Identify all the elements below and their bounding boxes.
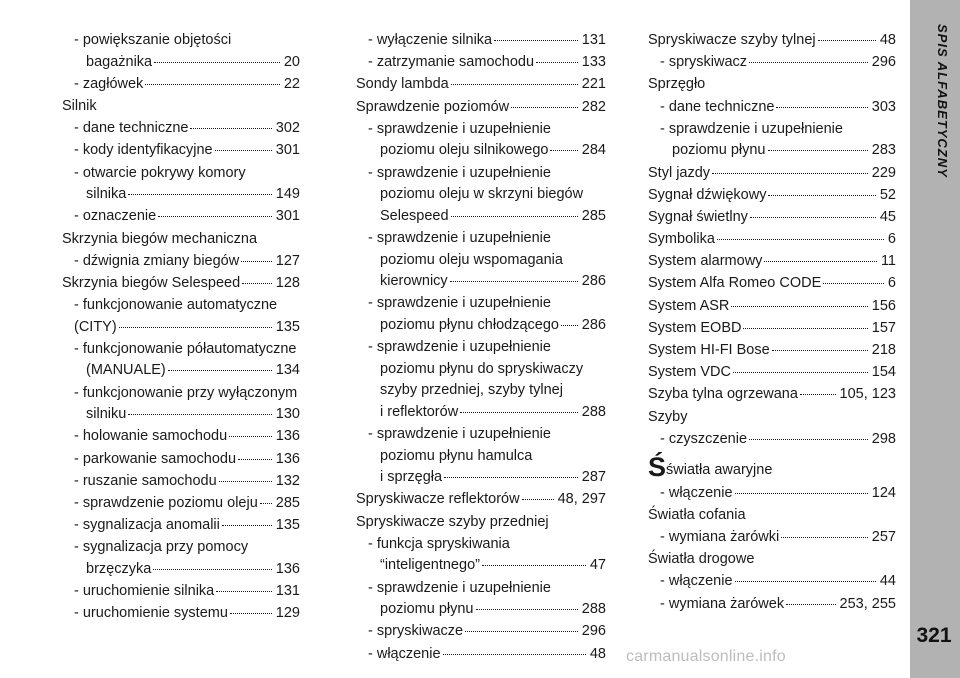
entry-text: i sprzęgła (380, 469, 443, 486)
entry-text: - dźwignia zmiany biegów (74, 252, 240, 269)
leader-dots (776, 106, 867, 108)
index-subentry (356, 534, 606, 577)
leader-dots (154, 61, 280, 63)
entry-text: - zagłówek (74, 75, 144, 92)
entry-text: - sprawdzenie i uzupełnienie (368, 295, 551, 312)
index-entry (356, 97, 606, 119)
index-subentry (62, 471, 300, 493)
index-entry (648, 251, 896, 273)
page-ref: 287 (581, 469, 606, 486)
index-entry (648, 30, 896, 52)
page-ref: 136 (275, 560, 300, 577)
leader-dots (260, 502, 272, 504)
entry-text: Sygnał świetlny (648, 208, 748, 225)
index-column-2 (356, 30, 606, 666)
leader-dots (786, 603, 835, 605)
index-column-1 (62, 30, 300, 626)
index-entry (648, 296, 896, 318)
entry-text: bagażnika (86, 53, 153, 70)
page-ref: 218 (871, 342, 896, 359)
entry-text: System alarmowy (648, 253, 763, 270)
page-ref: 135 (275, 318, 300, 335)
index-subentry (62, 449, 300, 471)
leader-dots (764, 260, 877, 262)
leader-dots (494, 39, 578, 41)
leader-dots (238, 458, 272, 460)
entry-text: Szyba tylna ogrzewana (648, 386, 798, 403)
index-subentry (62, 339, 300, 382)
leader-dots (712, 172, 868, 174)
page-ref: 221 (581, 76, 606, 93)
leader-dots (772, 349, 868, 351)
page-ref: 48, 297 (557, 491, 606, 508)
leader-dots (823, 282, 884, 284)
page-ref: 124 (871, 484, 896, 501)
page-ref: 156 (871, 297, 896, 314)
page-ref: 302 (275, 120, 300, 137)
page-ref: 48 (879, 32, 896, 48)
index-subentry (62, 163, 300, 206)
index-subentry (62, 295, 300, 338)
page-ref: 257 (871, 528, 896, 545)
page-ref: 282 (581, 98, 606, 115)
entry-text: Śświatła awaryjne (648, 452, 773, 483)
page-ref: 301 (275, 142, 300, 159)
index-entry (648, 207, 896, 229)
page-ref: 283 (871, 142, 896, 159)
entry-text: - otwarcie pokrywy komory (74, 164, 246, 181)
entry-text: System HI-FI Bose (648, 342, 770, 359)
entry-text: poziomu oleju wspomagania (380, 251, 563, 268)
entry-text: poziomu płynu do spryskiwaczy (380, 360, 584, 377)
leader-dots (511, 106, 578, 108)
entry-text: - holowanie samochodu (74, 428, 228, 445)
entry-text: System VDC (648, 364, 731, 381)
index-subentry (62, 74, 300, 96)
leader-dots (768, 194, 875, 196)
leader-dots (731, 305, 867, 307)
leader-dots (476, 608, 578, 610)
page-ref: 52 (879, 186, 896, 203)
index-entry (356, 74, 606, 96)
entry-text: - włączenie (368, 645, 441, 662)
entry-text: - funkcjonowanie półautomatyczne (74, 340, 297, 357)
index-subentry (62, 118, 300, 140)
leader-dots (216, 590, 272, 592)
entry-text: - ruszanie samochodu (74, 472, 217, 489)
page-ref: 130 (275, 406, 300, 423)
index-subentry (356, 30, 606, 52)
entry-text: - kody identyfikacyjne (74, 142, 213, 159)
entry-text: Skrzynia biegów Selespeed (62, 274, 241, 291)
entry-text: poziomu płynu (380, 601, 474, 618)
entry-text: - zatrzymanie samochodu (368, 54, 535, 71)
index-subentry (648, 571, 896, 593)
page-ref: 301 (275, 208, 300, 225)
page-ref: 134 (275, 362, 300, 379)
page-ref: 303 (871, 98, 896, 115)
entry-text: - funkcjonowanie przy wyłączonym (74, 384, 298, 401)
watermark: carmanualsonline.info (626, 648, 786, 665)
index-entry (648, 229, 896, 251)
page-ref: 136 (275, 428, 300, 445)
leader-dots (444, 476, 578, 478)
page-ref: 44 (879, 573, 896, 590)
page-ref: 296 (871, 54, 896, 71)
index-subentry (356, 578, 606, 621)
page-ref: 131 (581, 32, 606, 48)
entry-text: - wyłączenie silnika (368, 32, 493, 48)
entry-text: brzęczyka (86, 560, 152, 577)
leader-dots (460, 411, 578, 413)
page-ref: 22 (283, 75, 300, 92)
page-number: 321 (916, 624, 952, 647)
leader-dots (800, 393, 836, 395)
entry-text: Sygnał dźwiękowy (648, 186, 767, 203)
entry-text: poziomu płynu (672, 142, 766, 159)
leader-dots (743, 327, 867, 329)
index-subentry (356, 228, 606, 293)
entry-text: - sprawdzenie i uzupełnienie (368, 426, 551, 443)
entry-text: - parkowanie samochodu (74, 450, 237, 467)
index-subentry (648, 97, 896, 119)
leader-dots (230, 612, 272, 614)
page-ref: 129 (275, 605, 300, 622)
page-ref: 253, 255 (839, 595, 896, 612)
index-subentry (356, 163, 606, 228)
index-subentry (62, 537, 300, 580)
entry-text: - spryskiwacz (660, 54, 748, 71)
page-ref: 132 (275, 472, 300, 489)
entry-text: Spryskiwacze reflektorów (356, 491, 520, 508)
index-entry (62, 273, 300, 295)
entry-text: Światła drogowe (648, 551, 755, 568)
index-subentry (62, 603, 300, 625)
index-entry (648, 185, 896, 207)
leader-dots (750, 216, 876, 218)
page-ref: 286 (581, 273, 606, 290)
leader-dots (443, 653, 586, 655)
leader-dots (768, 149, 868, 151)
leader-dots (818, 39, 876, 41)
index-entry (648, 273, 896, 295)
page-ref: 288 (581, 403, 606, 420)
index-subentry (62, 515, 300, 537)
page-ref: 285 (581, 207, 606, 224)
leader-dots (451, 83, 578, 85)
entry-text: System Alfa Romeo CODE (648, 275, 822, 292)
entry-text: (MANUALE) (86, 362, 166, 379)
leader-dots (119, 326, 272, 328)
entry-text: - dane techniczne (74, 120, 189, 137)
page-ref: 48 (589, 645, 606, 662)
drop-initial: Ś (648, 452, 667, 483)
entry-text: kierownicy (380, 273, 448, 290)
entry-text: Spryskiwacze szyby tylnej (648, 32, 816, 48)
index-subentry (648, 594, 896, 616)
leader-dots (190, 127, 271, 129)
leader-dots (128, 193, 272, 195)
leader-dots (128, 413, 272, 415)
index-subentry (648, 119, 896, 162)
index-subentry (356, 424, 606, 489)
entry-text: Sprzęgło (648, 76, 706, 93)
page-ref: 157 (871, 319, 896, 336)
page-ref: 133 (581, 54, 606, 71)
leader-dots (242, 282, 272, 284)
index-entry (648, 362, 896, 384)
entry-text: Szyby (648, 408, 688, 425)
page-ref: 154 (871, 364, 896, 381)
page-ref: 6 (887, 231, 896, 248)
leader-dots (168, 369, 272, 371)
entry-text: Silnik (62, 97, 97, 114)
leader-dots (749, 61, 868, 63)
leader-dots (781, 536, 868, 538)
page-ref: 6 (887, 275, 896, 292)
page-ref: 11 (880, 253, 896, 270)
entry-text: “inteligentnego” (380, 557, 480, 574)
entry-text: i reflektorów (380, 403, 459, 420)
entry-text: Styl jazdy (648, 164, 711, 181)
entry-text: poziomu płynu hamulca (380, 447, 533, 464)
index-subentry (62, 251, 300, 273)
leader-dots (482, 564, 586, 566)
index-subentry (62, 493, 300, 515)
index-entry (648, 384, 896, 406)
page-ref: 284 (581, 142, 606, 159)
index-entry (648, 318, 896, 340)
index-subentry (648, 429, 896, 451)
page-ref: 105, 123 (839, 386, 896, 403)
index-subentry (356, 337, 606, 423)
entry-text: - spryskiwacze (368, 623, 464, 640)
leader-dots (465, 630, 578, 632)
page-ref: 45 (879, 208, 896, 225)
leader-dots (451, 215, 578, 217)
entry-text: - oznaczenie (74, 208, 157, 225)
index-entry (648, 163, 896, 185)
entry-text: szyby przedniej, szyby tylnej (380, 382, 563, 399)
page-ref: 286 (581, 316, 606, 333)
entry-text: - powiększanie objętości (74, 32, 232, 48)
index-entry (648, 407, 896, 429)
section-title: SPIS ALFABETYCZNY (935, 24, 950, 178)
entry-text: - wymiana żarówek (660, 595, 785, 612)
leader-dots (749, 438, 868, 440)
leader-dots (158, 215, 272, 217)
index-subentry (356, 119, 606, 162)
leader-dots (550, 149, 577, 151)
leader-dots (219, 480, 272, 482)
entry-text: Sprawdzenie poziomów (356, 98, 510, 115)
page-ref: 229 (871, 164, 896, 181)
leader-dots (561, 324, 578, 326)
entry-text: silnika (86, 186, 127, 203)
entry-text: poziomu płynu chłodzącego (380, 316, 559, 333)
entry-text: (CITY) (74, 318, 117, 335)
page-ref: 47 (589, 557, 606, 574)
entry-text: - sprawdzenie poziomu oleju (74, 494, 258, 511)
index-subentry (62, 140, 300, 162)
leader-dots (522, 498, 554, 500)
entry-text: - uruchomienie systemu (74, 605, 228, 622)
entry-text: - sprawdzenie i uzupełnienie (368, 579, 551, 596)
index-entry (648, 505, 896, 527)
index-column-3 (648, 30, 896, 616)
entry-text: - funkcja spryskiwania (368, 535, 510, 552)
entry-text: - sygnalizacja przy pomocy (74, 539, 249, 556)
index-entry (62, 96, 300, 118)
entry-text: - sprawdzenie i uzupełnienie (368, 339, 551, 356)
leader-dots (536, 61, 578, 63)
page-ref: 127 (275, 252, 300, 269)
page-ref: 296 (581, 623, 606, 640)
entry-text: - funkcjonowanie automatyczne (74, 297, 278, 314)
page-ref: 285 (275, 494, 300, 511)
leader-dots (215, 149, 272, 151)
index-entry (356, 489, 606, 511)
entry-text: - sprawdzenie i uzupełnienie (368, 164, 551, 181)
index-entry (62, 229, 300, 251)
index-entry (648, 340, 896, 362)
leader-dots (153, 568, 272, 570)
index-subentry (356, 293, 606, 336)
entry-text: Skrzynia biegów mechaniczna (62, 230, 258, 247)
page-ref: 131 (275, 583, 300, 600)
entry-text: - wymiana żarówki (660, 528, 780, 545)
entry-text: poziomu oleju w skrzyni biegów (380, 186, 584, 203)
page-ref: 136 (275, 450, 300, 467)
entry-text: System EOBD (648, 319, 742, 336)
index-subentry (356, 52, 606, 74)
entry-text: Sondy lambda (356, 76, 449, 93)
leader-dots (733, 371, 868, 373)
index-subentry (356, 621, 606, 643)
page-ref: 149 (275, 186, 300, 203)
page-ref: 288 (581, 601, 606, 618)
leader-dots (229, 435, 272, 437)
entry-text: poziomu oleju silnikowego (380, 142, 549, 159)
entry-text: - sprawdzenie i uzupełnienie (660, 120, 843, 137)
leader-dots (241, 260, 272, 262)
index-entry (648, 549, 896, 571)
leader-dots (735, 492, 868, 494)
entry-text: Światła cofania (648, 506, 746, 523)
leader-dots (717, 238, 884, 240)
entry-text: - uruchomienie silnika (74, 583, 215, 600)
page-ref: 128 (275, 274, 300, 291)
leader-dots (735, 580, 876, 582)
page-ref: 298 (871, 430, 896, 447)
entry-text: - czyszczenie (660, 430, 748, 447)
index-subentry (62, 383, 300, 426)
index-subentry (62, 206, 300, 228)
entry-text: - sprawdzenie i uzupełnienie (368, 229, 551, 246)
entry-text: Spryskiwacze szyby przedniej (356, 513, 549, 530)
entry-text: silniku (86, 406, 127, 423)
entry-text: - dane techniczne (660, 98, 775, 115)
index-entry (356, 512, 606, 534)
page-ref: 20 (283, 53, 300, 70)
entry-text: - włączenie (660, 484, 733, 501)
entry-text: System ASR (648, 297, 730, 314)
leader-dots (222, 524, 272, 526)
index-entry (648, 74, 896, 96)
index-entry (648, 452, 896, 483)
index-subentry (62, 30, 300, 73)
index-subentry (62, 581, 300, 603)
index-subentry (648, 52, 896, 74)
index-subentry (62, 426, 300, 448)
entry-text: - sygnalizacja anomalii (74, 517, 220, 534)
page-ref: 135 (275, 517, 300, 534)
index-subentry (648, 483, 896, 505)
leader-dots (145, 83, 280, 85)
entry-text: - sprawdzenie i uzupełnienie (368, 120, 551, 137)
leader-dots (450, 280, 578, 282)
entry-text: - włączenie (660, 573, 733, 590)
entry-text: Selespeed (380, 207, 449, 224)
entry-text: Symbolika (648, 231, 715, 248)
index-subentry (648, 527, 896, 549)
index-subentry (356, 644, 606, 666)
